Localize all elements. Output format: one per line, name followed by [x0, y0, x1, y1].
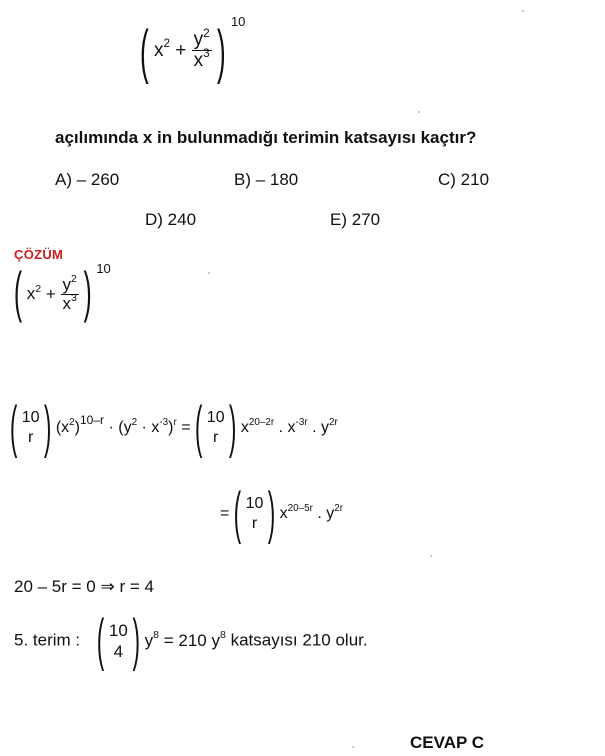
binom-right-paren: )	[44, 394, 52, 460]
right-paren: )	[83, 262, 92, 325]
equals-sign: =	[220, 505, 230, 523]
expr-fraction: $\frac{y^2}{x^3}$	[193, 26, 210, 71]
binom-left-paren: (	[233, 480, 242, 546]
binom-right-paren: )	[132, 607, 140, 673]
scan-speck	[352, 746, 354, 748]
scan-speck	[418, 111, 420, 113]
option-c: C) 210	[438, 170, 490, 189]
equals-sign: =	[181, 419, 191, 437]
expr-term1: $x^2$	[153, 37, 170, 61]
option-b: B) – 180	[234, 170, 299, 189]
expr-power: 10	[230, 13, 246, 29]
general-term-line	[10, 394, 338, 460]
term-label: 5. terim :	[14, 630, 81, 650]
option-e: E) 270	[330, 210, 381, 229]
binom-left-paren: (	[195, 394, 203, 460]
binomial-10-r: 10 r	[206, 409, 225, 446]
binomial-10-r: 10 r	[21, 409, 40, 446]
binom-right-paren: )	[267, 480, 276, 546]
factor-y-x: $(y^2 \cdot x^{-3})^r$	[118, 417, 177, 437]
binom-left-paren: (	[10, 394, 18, 460]
solution-expression	[14, 261, 111, 325]
binomial-10-4: 10 4	[108, 621, 128, 662]
solution-label: ÇÖZÜM	[14, 247, 64, 262]
scan-speck	[522, 10, 524, 12]
question-text: açılımında x in bulunmadığı terimin katsayısı kaçtır?	[55, 128, 477, 147]
final-result: = 210 $y^8$	[163, 629, 226, 650]
right-paren: )	[217, 16, 226, 86]
final-text: katsayısı 210 olur.	[230, 630, 368, 650]
option-a: A) – 260	[55, 170, 120, 189]
y8: $y^8$	[144, 629, 159, 650]
scan-speck	[430, 555, 432, 557]
rhs2-terms: $x^{20-5r}$ . $y^{2r}$	[279, 503, 344, 523]
expr-plus: +	[175, 39, 187, 61]
option-d: D) 240	[145, 210, 197, 229]
rhs1-terms: $x^{20-2r}$ . $x^{-3r}$ . $y^{2r}$	[240, 417, 338, 437]
question-expression	[140, 13, 246, 86]
binom-right-paren: )	[229, 394, 237, 460]
equation-line: 20 – 5r = 0 ⇒ r = 4	[14, 577, 154, 596]
expr-power: 10	[96, 261, 111, 277]
factor-x2: $(x^2)^{10-r}$	[55, 412, 105, 437]
dot-operator: ·	[108, 419, 114, 437]
fifth-term-line	[14, 607, 368, 673]
answer-label: CEVAP C	[410, 733, 485, 752]
expr-fraction: $\frac{y^2}{x^3}$	[62, 273, 77, 313]
binom-left-paren: (	[96, 607, 105, 673]
left-paren: (	[140, 16, 149, 86]
simplified-term-line	[220, 480, 344, 546]
binomial-10-r: 10 r	[245, 495, 264, 532]
scan-speck	[208, 272, 210, 274]
expr-term1: $x^2$	[26, 282, 42, 304]
left-paren: (	[14, 262, 22, 325]
expr-plus: +	[45, 284, 56, 304]
